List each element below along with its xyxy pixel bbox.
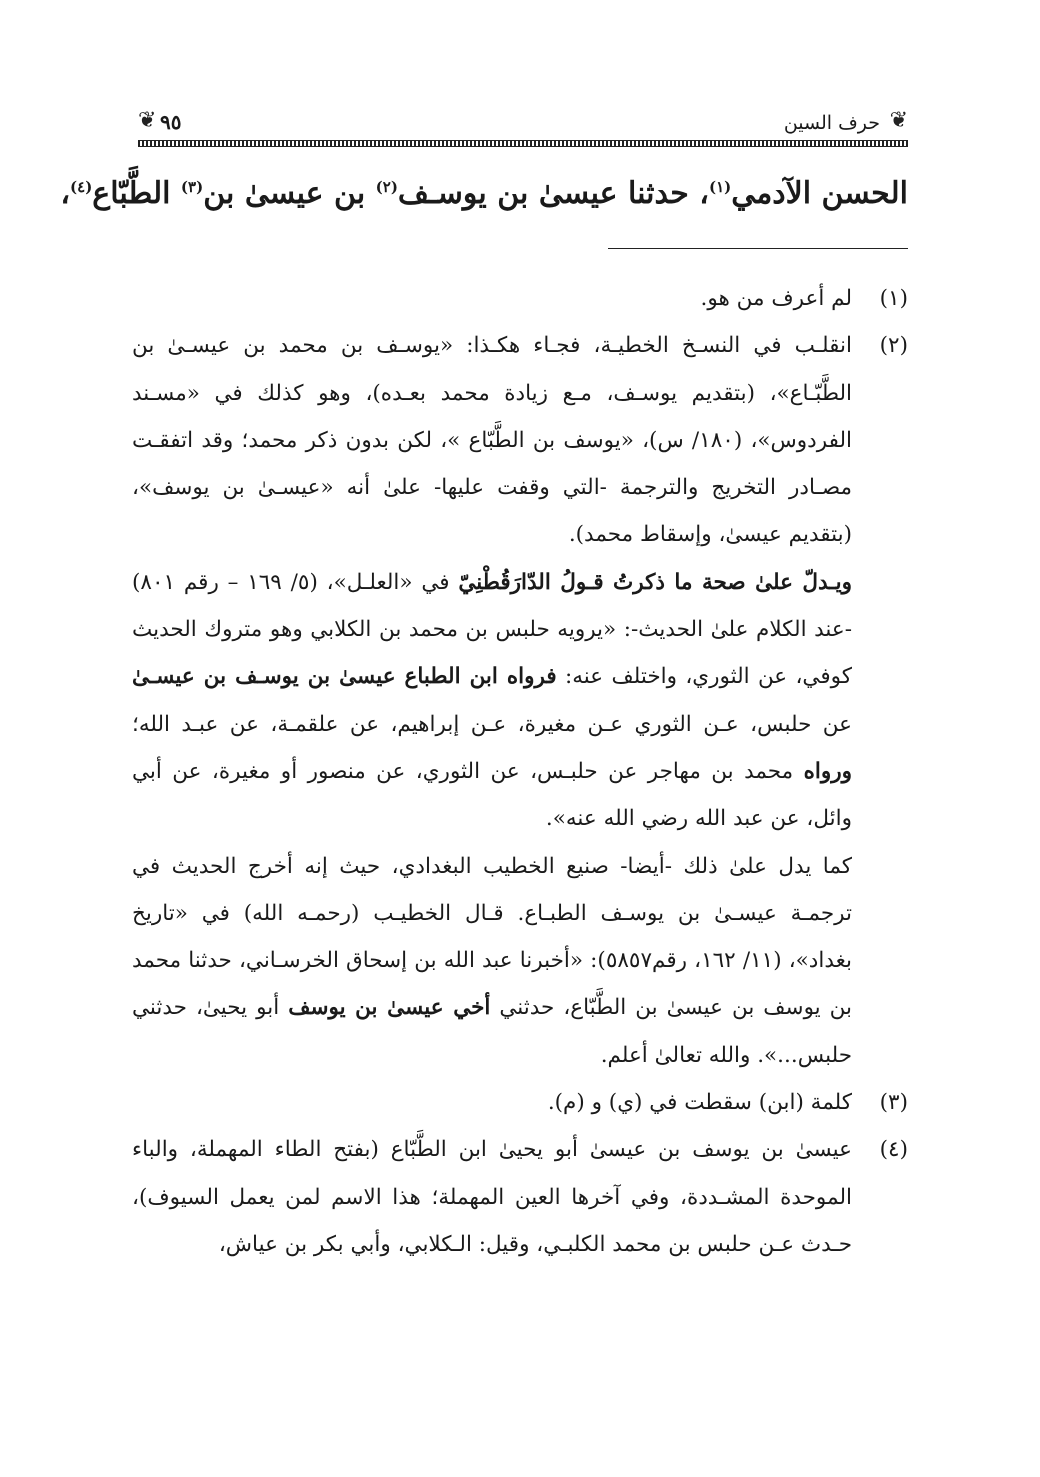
footnotes [132,275,908,1268]
page-number: ٩٥ [160,110,182,134]
header-ornament-right-icon: ❦ [889,108,908,133]
header-rule [138,140,908,147]
bold-text: أخي عيسىٰ بن يوسف [288,995,491,1021]
bold-text: ورواه [803,758,852,784]
section-title: حرف السين [783,112,880,134]
footnote-paragraph [132,843,852,1079]
text-span: في «العلـل»، (٥/ ١٦٩ – رقم ٨٠١) -عند الكلام علىٰ الحديث-: «يرويه حلبس بن محمد بن الكلابي وهو متروك الحديث كوفي، عن الثوري، واختلف عنه: [132,569,852,690]
footnote-number: (٤) [879,1137,908,1163]
text-span: كما يدل علىٰ ذلك -أيضا- صنيع الخطيب البغدادي، حيث إنه أخرج الحديث في ترجمـة عيسـىٰ بن يوسـف الطبـاع. قـال الخطيـب (رحمـه الله) في «تاريخ بغداد»، (١١/ ١٦٢، رقم٥٨٥٧): «أخبرنا عبد الله بن إسحاق الخرسـاني، حدثنا محمد بن يوسف بن عيسىٰ بن الطَّبّاع، حدثني [132,853,852,1021]
footnote-separator [608,248,908,249]
main-text-part: الحسن الآدمي [731,176,908,211]
footnote-paragraph [132,559,852,843]
main-text [60,170,908,218]
footnote-number: (٢) [879,333,908,359]
footnote-ref-2: (٢) [375,178,398,196]
bold-text: فرواه ابن الطباع عيسىٰ بن يوسـف بن عيسـىٰ [132,664,557,690]
footnote-ref-1: (١) [708,178,732,196]
text-span: عن حلبس، عـن الثوري عـن مغيرة، عـن إبراهيم، عن علقمـة، عن عبـد الله؛ [132,711,852,737]
footnote-ref-3: (٣) [180,178,204,196]
footnote-paragraph: انقلـب في النسـخ الخطيـة، فجـاء هكـذا: «يوسـف بن محمد بن عيسـىٰ بن الطَّبّـاع»، (بتقديم يوسـف، مـع زيادة محمد بعـده)، وهو كذلك في «مسـند الفردوس»، (١٨٠/ س)، «يوسف بن الطَّبّاع »، لكن بدون ذكر محمد؛ وقد اتفقـت مصـادر التخريج والترجمة -التي وقفت عليها- علىٰ أنه «عيسـىٰ بن يوسف»، (بتقديم عيسىٰ، وإسقاط محمد). [132,333,852,548]
main-text-part: ، حدثنا عيسىٰ بن يوسـف [397,176,709,211]
page-header [138,104,908,148]
footnote-text [132,322,852,1079]
footnote-number: (٣) [879,1090,908,1116]
footnote-text: عيسىٰ بن يوسف بن عيسىٰ أبو يحيىٰ ابن الطَّبّاع (بفتح الطاء المهملة، والباء الموحدة المشـددة، وفي آخرها العين المهملة؛ هذا الاسم لمن يعمل السيوف)، حـدث عـن حلبس بن محمد الكلبـي، وقيل: الـكلابي، وأبي بكر بن عياش، [132,1137,852,1257]
main-text-part: بن عيسىٰ بن [203,176,376,211]
footnote-4 [132,1126,908,1268]
footnote-text: لم أعرف من هو. [700,286,852,311]
footnote-ref-4: (٤) [70,178,93,196]
footnote-3 [132,1079,908,1126]
footnote-number: (١) [879,286,908,311]
footnote-text: كلمة (ابن) سقطت في (ي) و (م). [547,1090,852,1116]
main-text-part: الطَّبّاع [92,176,181,211]
header-ornament-left-icon: ❦ [138,108,157,133]
main-text-part: ، [60,176,71,211]
bold-text: ويـدلّ علىٰ صحة ما ذكرتُ قـولُ الدّارَقُطْنِيّ [458,569,852,595]
text-span: محمد بن مهاجر عن حلبـس، عن الثوري، عن منصور أو مغيرة، عن أبي وائل، عن عبد الله رضي الله عنه». [132,758,852,832]
footnote-1 [132,275,908,322]
footnote-2 [132,322,908,1079]
text-span: أبو يحيىٰ، حدثني حلبس...». والله تعالىٰ أعلم. [132,995,852,1068]
